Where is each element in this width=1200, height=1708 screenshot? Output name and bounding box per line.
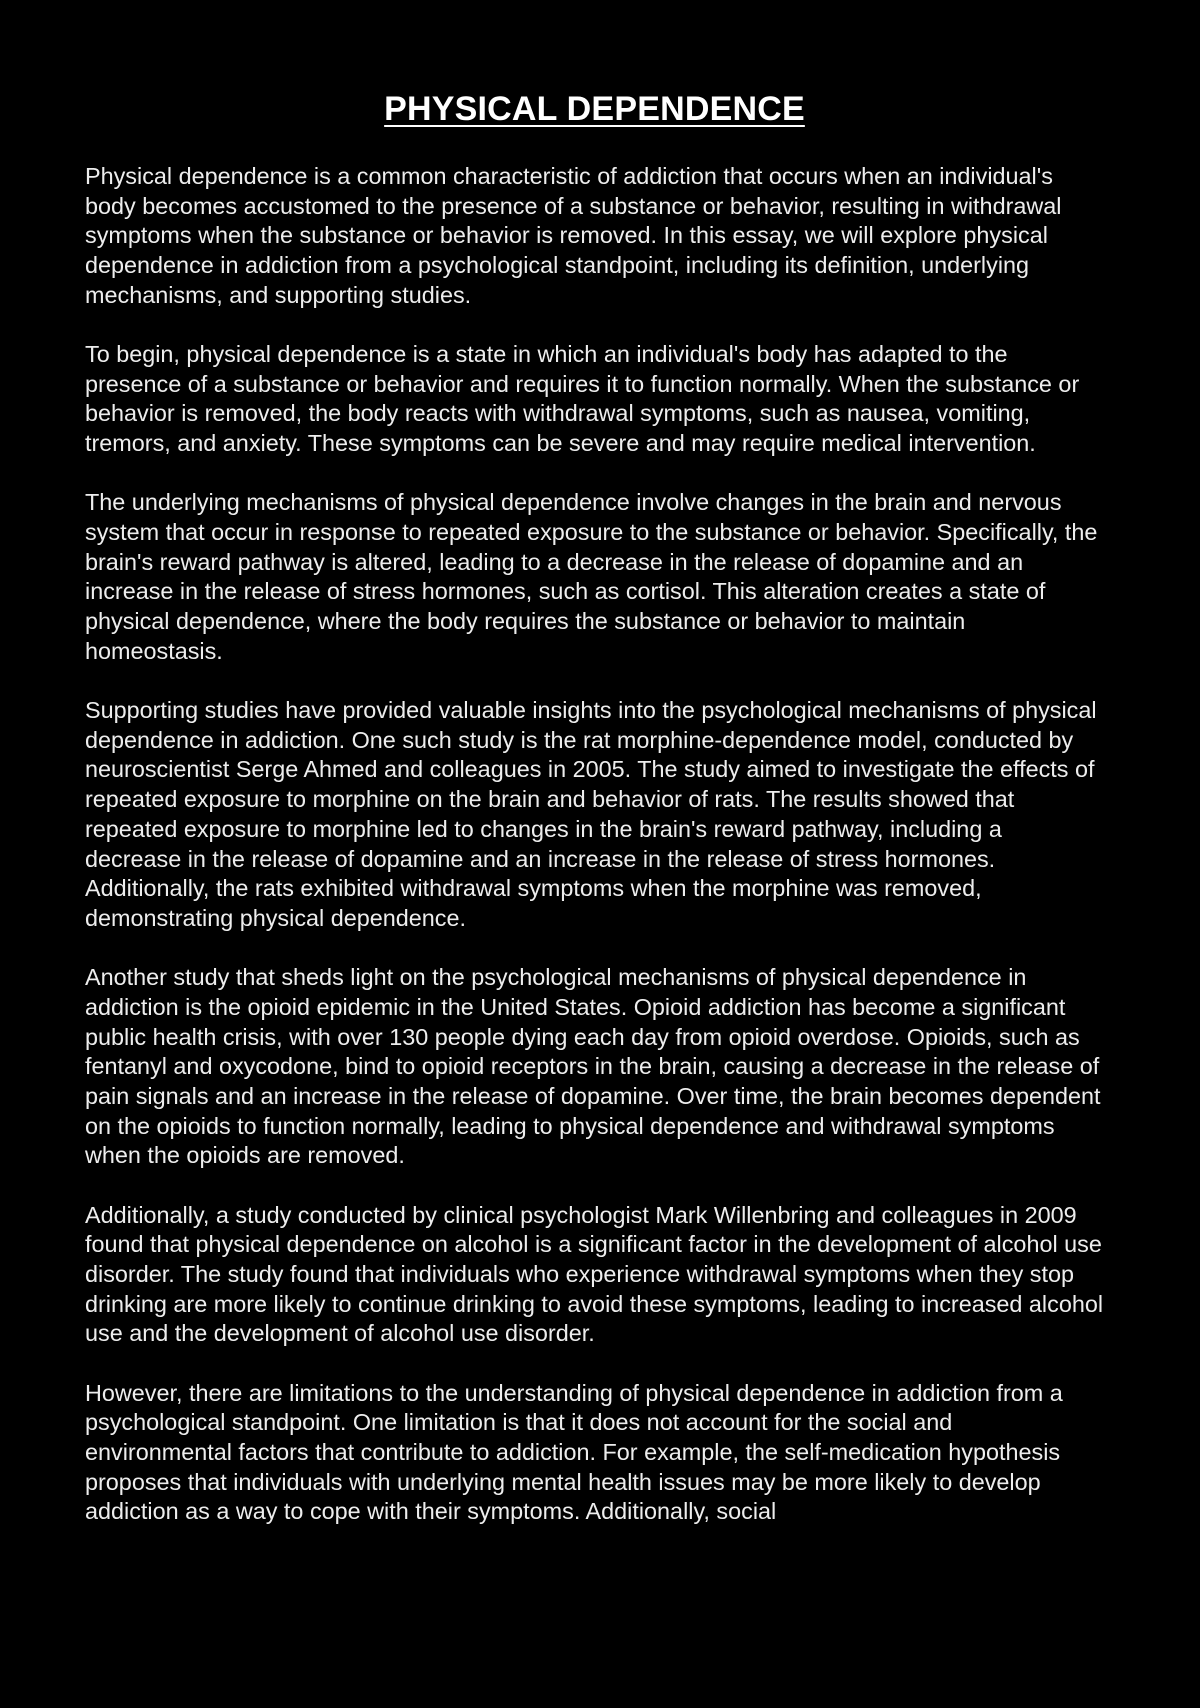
paragraph-intro: Physical dependence is a common characteristic of addiction that occurs when an individual's body becomes accustomed to the presence of a substance or behavior, resulting in withdrawal symptoms when the substance or behavior is removed. In this essay, we will explore physical dependence in addiction from a psychological standpoint, including its definition, underlying mechanisms, and supporting studies.: [85, 163, 1062, 308]
paragraph-opioid-epidemic: Another study that sheds light on the psychological mechanisms of physical dependence in addiction is the opioid epidemic in the United States. Opioid addiction has become a significant public health crisis, with over 130 people dying each day from opioid overdose. Opioids, such as fentanyl and oxycodone, bind to opioid receptors in the brain, causing a decrease in the release of pain signals and an increase in the release of dopamine. Over time, the brain becomes dependent on the opioids to function normally, leading to physical dependence and withdrawal symptoms when the opioids are removed.: [85, 964, 1101, 1169]
paragraph-definition: To begin, physical dependence is a state in which an individual's body has adapted to the presence of a substance or behavior and requires it to function normally. When the substance or behavior is removed, the body reacts with withdrawal symptoms, such as nausea, vomiting, tremors, and anxiety. These symptoms can be severe and may require medical intervention.: [85, 341, 1080, 457]
paragraph-limitations: However, there are limitations to the understanding of physical dependence in addiction from a psychological standpoint. One limitation is that it does not account for the social and environmental factors that contribute to addiction. For example, the self-medication hypothesis proposes that individuals with underlying mental health issues may be more likely to develop addiction as a way to cope with their symptoms. Additionally, social: [85, 1379, 1063, 1525]
paragraph-mechanisms: The underlying mechanisms of physical dependence involve changes in the brain and nervous system that occur in response to repeated exposure to the substance or behavior. Specifically, the brain's reward pathway is altered, leading to a decrease in the release of dopamine and an increase in the release of stress hormones, such as cortisol. This alteration creates a state of physical dependence, where the body requires the substance or behavior to maintain homeostasis.: [85, 489, 1098, 664]
document-title: PHYSICAL DEPENDENCE: [384, 90, 805, 128]
paragraph-alcohol-study: Additionally, a study conducted by clinical psychologist Mark Willenbring and colleagues in 2009 found that physical dependence on alcohol is a significant factor in the development of alcohol use disorder. The study found that individuals who experience withdrawal symptoms when they stop drinking are more likely to continue drinking to avoid these symptoms, leading to increased alcohol use and the development of alcohol use disorder.: [85, 1201, 1104, 1347]
paragraph-rat-study: Supporting studies have provided valuable insights into the psychological mechanisms of physical dependence in addiction. One such study is the rat morphine-dependence model, conducted by neuroscientist Serge Ahmed and colleagues in 2005. The study aimed to investigate the effects of repeated exposure to morphine on the brain and behavior of rats. The results showed that repeated exposure to morphine led to changes in the brain's reward pathway, including a decrease in the release of dopamine and an increase in the release of stress hormones. Additionally, the rats exhibited withdrawal symptoms when the morphine was removed, demonstrating physical dependence.: [85, 697, 1097, 931]
